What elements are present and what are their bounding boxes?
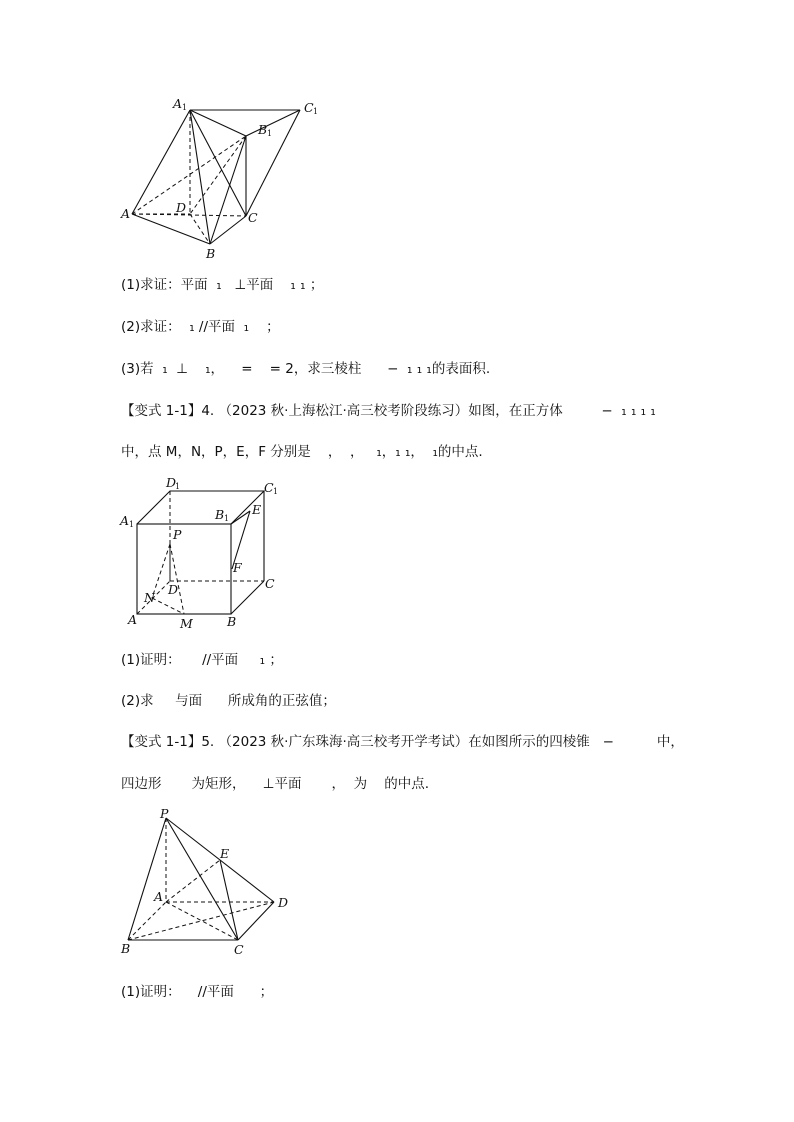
label-A: A	[121, 206, 131, 221]
label-C: C	[265, 576, 275, 591]
q4-part1: (1)证明： //平面 ₁ ；	[121, 652, 283, 668]
label-C: C	[234, 942, 244, 956]
label-D1: D	[166, 475, 177, 490]
label-C1-sub: 1	[273, 487, 279, 496]
q4-part2: (2)求 与面 所成角的正弦值；	[121, 693, 336, 709]
q5-header-cont: 四边形 为矩形， ⊥平面 ， 为 的中点.	[121, 776, 430, 792]
label-B1: B	[215, 507, 225, 522]
q5-part1: (1)证明： //平面 ；	[121, 984, 274, 1000]
label-B: B	[121, 941, 131, 956]
label-F: F	[233, 560, 242, 575]
q1-part2: (2)求证： ₁ //平面 ₁ ；	[121, 319, 280, 335]
label-A1-sub: 1	[182, 103, 188, 112]
q4-header: 【变式 1-1】4. （2023 秋·上海松江·高三校考阶段练习）如图，在正方体 − ₁ ₁ ₁ ₁	[121, 403, 656, 419]
label-D: D	[176, 200, 187, 215]
figure-prism	[118, 92, 338, 262]
figure-cube	[118, 474, 288, 634]
label-B1: B	[258, 122, 268, 137]
label-M: M	[180, 616, 193, 631]
label-D: D	[278, 895, 289, 910]
label-B: B	[206, 246, 216, 261]
label-B1-sub: 1	[224, 514, 230, 523]
q1-part3: (3)若 ₁ ⊥ ₁， = = 2，求三棱柱 − ₁ ₁ ₁的表面积.	[121, 361, 491, 377]
label-A1: A	[173, 96, 183, 111]
label-E: E	[220, 846, 230, 861]
q4-header-cont: 中，点 M，N，P，E，F 分别是 ， ， ₁，₁ ₁， ₁的中点.	[121, 444, 483, 460]
label-A: A	[128, 612, 138, 627]
label-C1: C	[264, 480, 274, 495]
label-C1: C	[304, 100, 314, 115]
label-C1-sub: 1	[313, 107, 319, 116]
label-P: P	[160, 806, 169, 821]
q1-part1: (1)求证：平面 ₁ ⊥平面 ₁ ₁ ；	[121, 277, 324, 293]
label-D1-sub: 1	[175, 482, 181, 491]
label-D: D	[168, 582, 179, 597]
label-A: A	[154, 889, 164, 904]
label-C: C	[248, 210, 258, 225]
figure-pyramid	[118, 806, 308, 956]
label-B: B	[227, 614, 237, 629]
label-B1-sub: 1	[267, 129, 273, 138]
label-P: P	[173, 527, 182, 542]
q5-header: 【变式 1-1】5. （2023 秋·广东珠海·高三校考开学考试）在如图所示的四棱锥 − 中，	[121, 734, 684, 750]
label-E: E	[252, 502, 262, 517]
label-A1: A	[120, 513, 130, 528]
label-N: N	[144, 590, 155, 605]
label-A1-sub: 1	[129, 520, 135, 529]
